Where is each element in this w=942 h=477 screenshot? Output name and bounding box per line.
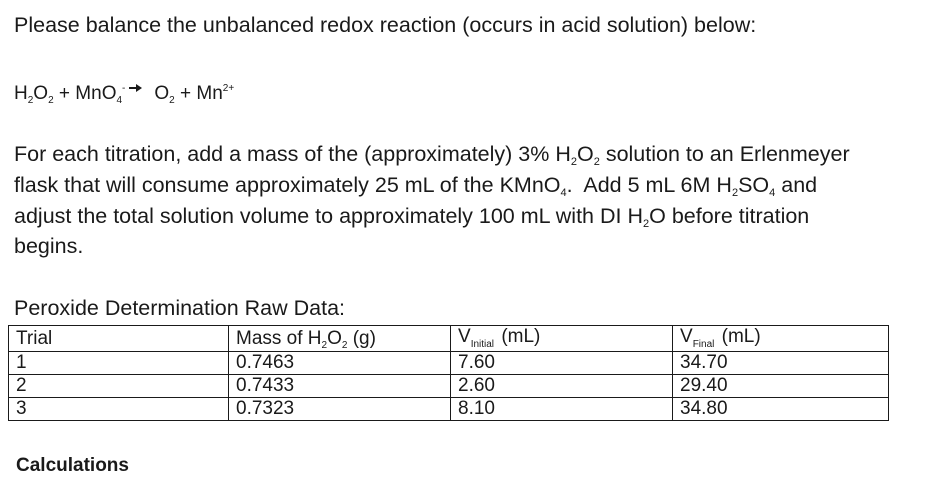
- product-manganese-ion: $Mn^{2+}$: [196, 83, 235, 104]
- table-row: [9, 398, 889, 421]
- reactant-h2o2: $H_2O_2$: [14, 83, 54, 106]
- cell-trial: 1: [9, 352, 229, 375]
- cell-trial: 3: [9, 398, 229, 421]
- cell-v-final: 34.70: [673, 352, 889, 375]
- procedure-line-3: adjust the total solution volume to approximately 100 mL with DI $H_2O$ before titration: [14, 204, 810, 230]
- cell-v-initial: 7.60: [451, 352, 673, 375]
- table-header-row: [9, 326, 889, 352]
- table-row: [9, 375, 889, 398]
- table-row: [9, 352, 889, 375]
- header-trial: Trial: [9, 326, 229, 352]
- product-oxygen: $O_2$: [154, 83, 175, 106]
- cell-trial: 2: [9, 375, 229, 398]
- cell-v-final: 29.40: [673, 375, 889, 398]
- cell-mass: 0.7463: [229, 352, 451, 375]
- header-mass: Mass of $H_2O_2$ (g): [229, 326, 451, 352]
- plus-sign: +: [174, 83, 197, 104]
- procedure-line-4: begins.: [14, 234, 84, 258]
- raw-data-table: [8, 325, 889, 421]
- cell-v-final: 34.80: [673, 398, 889, 421]
- calculations-heading: Calculations: [16, 455, 129, 476]
- redox-equation: [14, 78, 234, 109]
- instruction-text: Please balance the unbalanced redox reaction (occurs in acid solution) below:: [14, 13, 757, 37]
- table-title: Peroxide Determination Raw Data:: [14, 296, 346, 320]
- reactant-permanganate: MnO$_4$-: [75, 83, 126, 106]
- cell-mass: 0.7433: [229, 375, 451, 398]
- cell-mass: 0.7323: [229, 398, 451, 421]
- header-v-initial: $V_{Initial}$ (mL): [451, 326, 673, 352]
- plus-sign: +: [53, 83, 76, 104]
- reaction-arrow-icon: [129, 83, 142, 93]
- procedure-line-1: For each titration, add a mass of the (approximately) 3% $H_2O_2$ solution to an Erlenmeyer: [14, 142, 850, 168]
- header-v-final: $V_{Final}$ (mL): [673, 326, 889, 352]
- cell-v-initial: 8.10: [451, 398, 673, 421]
- procedure-line-2: flask that will consume approximately 25 mL of the KMnO$_4$. Add 5 mL 6M $H_2SO_4$ and: [14, 173, 818, 199]
- cell-v-initial: 2.60: [451, 375, 673, 398]
